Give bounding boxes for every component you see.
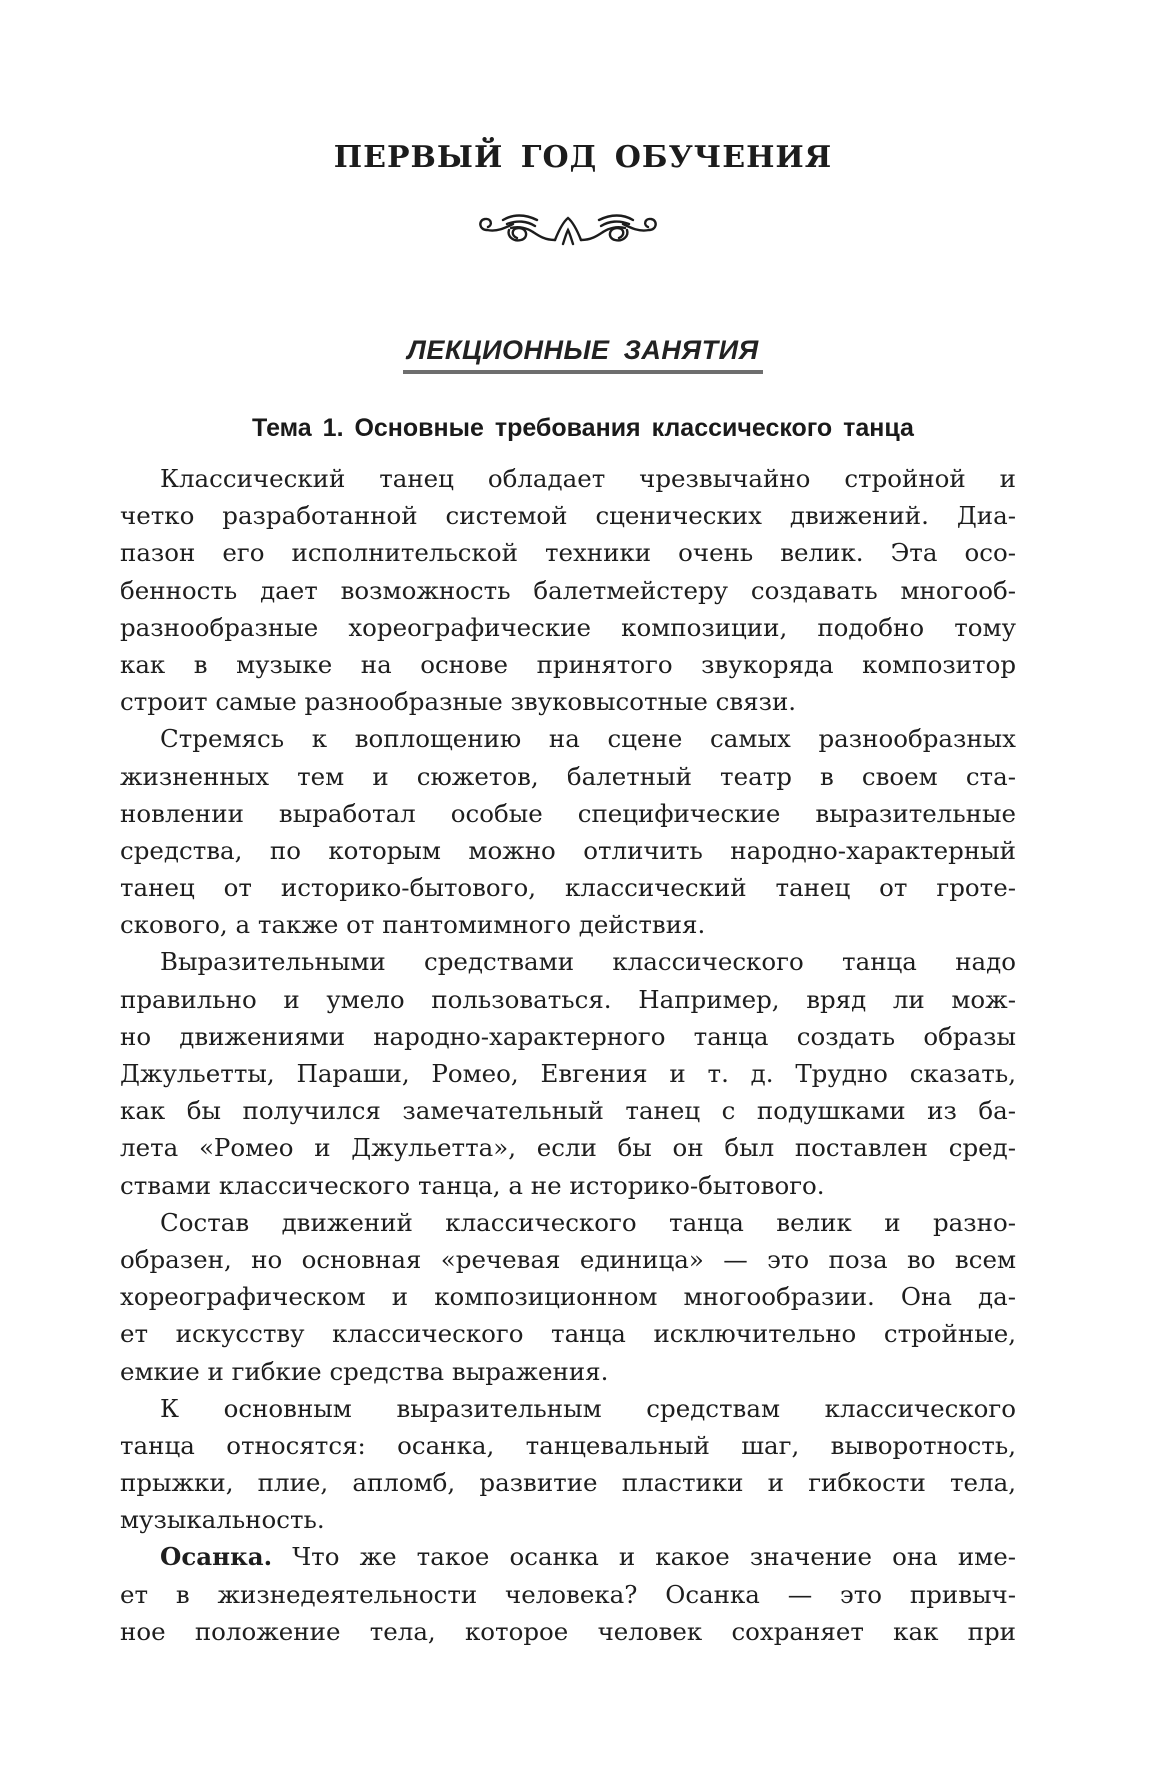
text-line: прыжки, плие, апломб, развитие пластики и гибкости тела, <box>120 1468 1016 1498</box>
term-posture: Осанка. <box>160 1542 273 1572</box>
text-line: разнообразные хореографические композиции, подобно тому <box>120 612 1016 642</box>
chapter-title: ПЕРВЫЙ ГОД ОБУЧЕНИЯ <box>333 140 833 175</box>
text-line: строит самые разнообразные звуковысотные связи. <box>120 687 797 717</box>
text-line: но движениями народно-характерного танца создать образы <box>120 1021 1016 1051</box>
text-line: танец от историко-бытового, классический танец от гроте- <box>120 873 1016 903</box>
text-line: К основным выразительным средствам классического <box>160 1393 1016 1423</box>
text-line: Выразительными средствами классического танца надо <box>160 947 1016 977</box>
section-heading: ЛЕКЦИОННЫЕ ЗАНЯТИЯ <box>403 334 762 374</box>
text-line: ное положение тела, которое человек сохраняет как при <box>120 1616 1016 1646</box>
section-heading-container <box>0 334 1166 374</box>
text-line: ет в жизнедеятельности человека? Осанка — это привыч- <box>120 1579 1016 1609</box>
text-line: Состав движений классического танца велик и разно- <box>160 1207 1016 1237</box>
paragraph <box>120 943 1016 1203</box>
text-line: правильно и умело пользоваться. Например, вряд ли мож- <box>120 984 1016 1014</box>
text-line: Классический танец обладает чрезвычайно стройной и <box>160 464 1016 493</box>
text-line: ет искусству классического танца исключительно стройные, <box>120 1319 1016 1349</box>
text-line: емкие и гибкие средства выражения. <box>120 1356 609 1386</box>
text-line: пазон его исполнительской техники очень велик. Эта осо- <box>120 538 1016 568</box>
text-line: новлении выработал особые специфические выразительные <box>120 798 1016 828</box>
decorative-flourish-icon <box>473 208 663 250</box>
body-text <box>120 460 1016 1650</box>
text-run: Что же такое осанка и какое значение она име- <box>272 1542 1016 1572</box>
text-line: скового, а также от пантомимного действия. <box>120 910 706 940</box>
text-line: средства, по которым можно отличить народно-характерный <box>120 835 1016 865</box>
text-line: образен, но основная «речевая единица» — это поза во всем <box>120 1244 1016 1274</box>
text-line <box>120 1538 1016 1575</box>
paragraph <box>120 1204 1016 1390</box>
topic-heading: Тема 1. Основные требования классического танца <box>252 414 914 442</box>
text-line: бенность дает возможность балетмейстеру создавать многооб- <box>120 575 1016 605</box>
paragraph-posture <box>120 1538 1016 1650</box>
paragraph <box>120 460 1016 720</box>
text-line: как бы получился замечательный танец с подушками из ба- <box>120 1096 1016 1126</box>
paragraph <box>120 1390 1016 1539</box>
paragraph <box>120 720 1016 943</box>
text-line: четко разработанной системой сценических движений. Диа- <box>120 501 1016 531</box>
text-line: хореографическом и композиционном многообразии. Она да- <box>120 1282 1016 1312</box>
text-line: музыкальность. <box>120 1505 325 1535</box>
text-line: танца относятся: осанка, танцевальный шаг, выворотность, <box>120 1430 1016 1460</box>
text-line: лета «Ромео и Джульетта», если бы он был поставлен сред- <box>120 1133 1016 1163</box>
text-line: как в музыке на основе принятого звукоряда композитор <box>120 649 1016 679</box>
text-line: Джульетты, Параши, Ромео, Евгения и т. д. Трудно сказать, <box>120 1059 1016 1088</box>
text-line: Стремясь к воплощению на сцене самых разнообразных <box>160 724 1016 754</box>
text-line: ствами классического танца, а не историко-бытового. <box>120 1170 825 1200</box>
text-line: жизненных тем и сюжетов, балетный театр в своем ста- <box>120 761 1016 791</box>
